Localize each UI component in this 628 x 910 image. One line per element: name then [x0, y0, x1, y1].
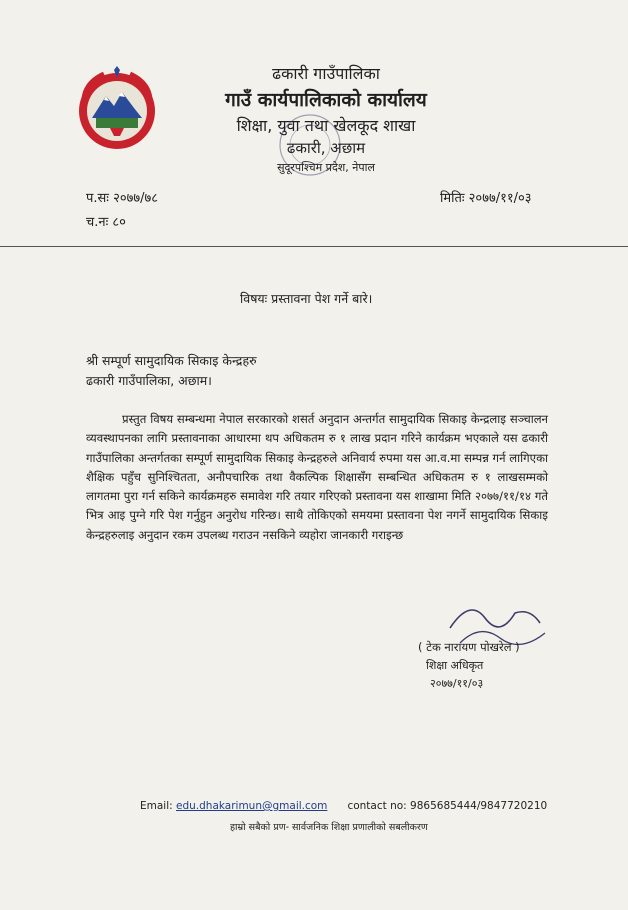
footer-slogan: हाम्रो सबैको प्रण- सार्वजनिक शिक्षा प्रणालीको सबलीकरण — [230, 822, 428, 833]
office-stamp-icon — [270, 110, 350, 180]
nepal-emblem-icon — [74, 66, 160, 152]
addressee-line-1: श्री सम्पूर्ण सामुदायिक सिकाइ केन्द्रहरु — [86, 353, 257, 368]
letter-number: प.सः २०७७/७८ — [86, 191, 159, 206]
office-location: ढकारी, अछाम — [286, 139, 366, 157]
signatory-name: ( टेक नारायण पोखरेल ) — [418, 640, 520, 654]
subject-line: विषयः प्रस्तावना पेश गर्ने बारे। — [240, 291, 373, 306]
signatory-title: शिक्षा अधिकृत — [426, 659, 484, 672]
dispatch-number: च.नः ८० — [86, 215, 126, 230]
office-title: गाउँ कार्यपालिकाको कार्यालय — [225, 89, 427, 111]
municipality-name: ढकारी गाउँपालिका — [272, 64, 380, 83]
body-paragraph: प्रस्तुत विषय सम्बन्धमा नेपाल सरकारको शसर्त अनुदान अन्तर्गत सामुदायिक सिकाइ केन्द्रलाइ सञ्चालन व्यवस्थापनका लागि प्रस्तावनाका आधारमा थप अधिकतम रु १ लाख प्रदान गरिने कार्यक्रम भएकाले यस ढकारी गाउँपालिका अन्तर्गतका सम्पूर्ण सामुदायिक सिकाइ केन्द्रहरुले अनिवार्य रुपमा यस आ.व.मा सम्पन्न गर्न लागिएका शैक्षिक पहुँच सुनिश्चितता, अनौपचारिक तथा वैकल्पिक शिक्षासँग सम्बन्धित अधिकतम रु १ लाखसम्मको लागतमा पुरा गर्न सकिने कार्यक्रमहरु समावेश गरि तयार गरिएको प्रस्तावना यस शाखामा मिति २०७७/११/१४ गते भित्र आइ पुग्ने गरि पेश गर्नुहुन अनुरोध गरिन्छ। साथै तोकिएको समयमा प्रस्तावना पेश नगर्ने सामुदायिक सिकाइ केन्द्रहरुलाइ अनुदान रकम उपलब्ध गराउन नसकिने व्यहोरा जानकारी गराइन्छ — [86, 412, 548, 542]
contact-number: contact no: 9865685444/9847720210 — [347, 800, 548, 812]
header-divider — [0, 246, 628, 247]
email-link[interactable]: edu.dhakarimun@gmail.com — [176, 800, 328, 812]
footer-contact-line — [140, 800, 547, 812]
section-name: शिक्षा, युवा तथा खेलकूद शाखा — [236, 116, 416, 135]
signature-date: २०७७/११/०३ — [430, 677, 484, 690]
letter-date: मितिः २०७७/११/०३ — [440, 191, 532, 206]
province-country: सुदूरपश्चिम प्रदेश, नेपाल — [277, 161, 375, 174]
letter-body — [86, 410, 548, 545]
email-label: Email: — [140, 800, 173, 812]
addressee-line-2: ढकारी गाउँपालिका, अछाम। — [86, 373, 212, 388]
